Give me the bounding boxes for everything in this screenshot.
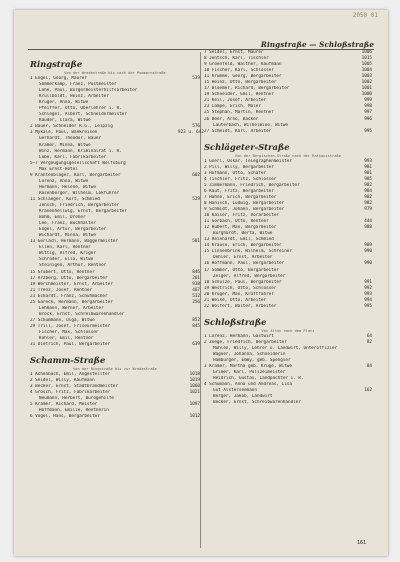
resident-name: Krullboldt, Heinz, Arbeiter <box>39 94 109 100</box>
resident-entry <box>204 400 372 406</box>
section-gap <box>204 310 372 314</box>
resident-name: Dehler, Ernst, Arbeiter <box>213 255 273 261</box>
resident-name: 14 Krause, Erich, Bergarbeiter <box>204 243 282 249</box>
resident-name: Hermann, Helene, Witwe <box>39 184 96 190</box>
phone-number: 576 <box>192 124 200 130</box>
resident-name: 5 Zimmermann, Friedrich, Bergarbeiter <box>204 182 300 188</box>
resident-name: Jensch, Friedrich, Bergarbeiter <box>39 202 120 208</box>
resident-name: 19 Schneider, Emil, Rentner <box>204 92 274 98</box>
resident-name: Lohe, Paul, Bürgermeisterhilfsarbeiter <box>39 88 138 94</box>
resident-name: 21 Keil, Josef, Arbeiter <box>204 98 267 104</box>
resident-name: Rosenberger, Wilhelm, Lokführer <box>39 190 120 196</box>
resident-name: 11 Krumme, Georg, Bergarbeiter <box>204 74 282 80</box>
resident-name: Winz, Hermann, Kriminalrat i. R. <box>39 148 122 154</box>
resident-name: 27 Schmidt, Karl, Arbeiter <box>204 128 272 134</box>
resident-name: 15 Grubert, Otto, Rentner <box>30 269 95 275</box>
resident-name: Gut Alsterseemann <box>213 388 257 394</box>
resident-name: 19 Westrich, Otto, Schlosser <box>204 285 277 291</box>
resident-name: Lorenz, Anna, Witwe <box>39 178 89 184</box>
resident-name: 6 Vogel, Hans, Bergarbeiter <box>30 414 100 420</box>
phone-number: 1003 <box>361 74 372 80</box>
resident-name: 17 Sommer, Otto, Bergarbeiter <box>204 267 280 273</box>
resident-name: Lauterbach, Wilhelmine, Witwe <box>213 122 289 128</box>
street-subtitle: Von der Ringstraße bis zur Wredestraße <box>73 367 157 372</box>
phone-number: 999 <box>364 98 372 104</box>
resident-name: 1 Gnerl, Oskar, Telegraphenmeister <box>204 158 292 164</box>
phone-number: 938 <box>192 281 200 287</box>
phone-number: 998 <box>364 104 372 110</box>
phone-number: 162 <box>364 388 372 394</box>
phone-number: 923 u. 642 <box>178 130 204 136</box>
resident-name: 3 Hofmann, Otto, Schäfer <box>204 170 267 176</box>
resident-name: Engel, Artur, Bergarbeiter <box>39 227 107 233</box>
resident-name: Krämer, Minna, Witwe <box>39 142 91 148</box>
phone-number: 994 <box>364 297 372 303</box>
phone-number: 1097 <box>189 402 200 408</box>
resident-name: 8 Jentsch, Karl, Tischler <box>204 56 269 62</box>
column-divider <box>200 52 201 548</box>
street-title: Schlägeter-Straße <box>204 141 290 152</box>
phone-number: 1005 <box>361 62 372 68</box>
resident-name: 2 Pill, Willy, Bergarbeiter <box>204 164 274 170</box>
resident-name: 1 Lorenz, Hermann, Gastwirt <box>204 333 274 339</box>
phone-number: 64 <box>366 333 372 339</box>
resident-name: 4 Grosch, Fritz, Fabrikarbeiter <box>30 390 111 396</box>
resident-name: 8 Hanisch, Ludwig, Bergarbeiter <box>204 200 285 206</box>
resident-name: 17 Bloemer, Richard, Bergarbeiter <box>204 86 290 92</box>
street-subtitle: Von Alten nach dem Platz <box>261 328 315 333</box>
resident-name: 19 Werchmeister, Ernst, Arbeiter <box>30 281 113 287</box>
phone-number: 993 <box>364 158 372 164</box>
resident-name: 11 Schlaeger, Kurt, Schmied <box>30 196 100 202</box>
resident-name: 12 Hubert, Max, Bergarbeiter <box>204 225 277 231</box>
resident-name: Lube, Karl, Fabrikarbeiter <box>39 154 107 160</box>
resident-name: Kranenhellwig, Ernst, Bergarbeiter <box>39 209 127 215</box>
resident-name: 23 Lampe, Erich, Maler <box>204 104 261 110</box>
phone-number: 982 <box>364 182 372 188</box>
resident-name: 1 Engel, Georg, Maurer <box>30 76 87 81</box>
resident-name: Hamburger, Emmy, geb. Spengler <box>213 358 291 364</box>
page-number: 161 <box>356 540 366 546</box>
section-gap <box>30 348 200 352</box>
phone-number: 1000 <box>361 92 372 98</box>
resident-name: 25 Gareck, Hermann, Bergarbeiter <box>30 299 113 305</box>
phone-number: 1006 <box>361 50 372 55</box>
resident-name: Brock, Ernst, Schreibwarenhändler <box>39 311 125 317</box>
phone-number: 84 <box>366 364 372 370</box>
resident-name: 25 Stephan, Martin, Rentner <box>204 110 274 116</box>
phone-number: 984 <box>364 188 372 194</box>
resident-name: 20 Krüger, Max, Kraftfahrer <box>204 291 274 297</box>
resident-entry <box>30 414 200 420</box>
street-title: Schloßstraße <box>204 316 267 327</box>
resident-name: 1 Achenbach, Emil, Angestellter <box>30 372 111 378</box>
resident-name: 9 Groenfeld, Walther, Kaufmann <box>204 62 282 68</box>
resident-name: Pfeiffer, Otto, Oberlehrer i. R. <box>39 106 122 112</box>
resident-name: Ellen, Karl, Rentner <box>39 245 91 251</box>
phone-number: 993 <box>364 291 372 297</box>
phone-number: 1021 <box>189 390 200 396</box>
resident-name: 2 Seidel, Willy, Kaufmann <box>30 378 95 384</box>
phone-number: 992 <box>364 285 372 291</box>
resident-name: 15 Heinz, Otto, Bergarbeiter <box>204 80 277 86</box>
resident-name: Berger, Jakob, Landwirt <box>213 394 273 400</box>
resident-name: Hoffmann, Emilie, Rentnerin <box>39 408 109 414</box>
phone-number: 602 <box>192 172 200 178</box>
phone-number: 985 <box>364 176 372 182</box>
resident-name: 4 Schumann, Anna und Andreas, Lisa <box>204 382 292 388</box>
resident-name: 13 Reinhardt, Emil, Schmied <box>204 237 274 243</box>
resident-name: 2 Bauer, Schneider R.G., Leipzig <box>30 124 113 130</box>
phone-number: 981 <box>364 170 372 176</box>
phone-number: 529 <box>192 196 200 202</box>
phone-number: 846 <box>192 269 200 275</box>
phone-number: 988 <box>364 225 372 231</box>
resident-name: Mühlen, Willy, Lehrer u. Landwirt, Unteroffizier <box>213 345 338 351</box>
resident-name: 21 Trenz, Josef, Rentner <box>30 287 93 293</box>
resident-name: 7 Seidel, Ernst, Maurer <box>204 50 264 55</box>
resident-name: 5 Kramer, Richard, Meister <box>30 402 98 408</box>
resident-name: 5—7 Vergnügungsgesellschaft Wolfsburg <box>30 160 126 166</box>
left-column <box>30 56 204 420</box>
phone-number: 995 <box>364 303 372 309</box>
phone-number: 539 <box>192 76 200 81</box>
resident-name: 6 Kaut, Fritz, Bergarbeiter <box>204 188 274 194</box>
phone-number: 982 <box>364 200 372 206</box>
resident-name: 22 Wolfert, Walter, Arbeiter <box>204 303 277 309</box>
resident-name: 9 Krantenbläger, Karl, Bergarbeiter <box>30 172 121 178</box>
resident-entry <box>30 342 200 348</box>
resident-name: Gerhardt, Theodor, Bauer <box>39 136 102 142</box>
street-subtitle: Von der Bergischen-Straße nach der Rathausstraße <box>235 153 341 158</box>
resident-name: Krüger, Anna, Witwe <box>39 100 89 106</box>
resident-name: Schlegel, Albert, Schneidermeister <box>39 112 127 118</box>
phone-number: 991 <box>364 279 372 285</box>
street-title: Schamm-Straße <box>30 355 106 366</box>
phone-number: 995 <box>364 128 372 134</box>
phone-number: 501 <box>192 239 200 245</box>
phone-number: 532 <box>192 293 200 299</box>
phone-number: 1060 <box>189 384 200 390</box>
phone-number: 1019 <box>189 378 200 384</box>
resident-name: 2 Zoege, Friedrich, Bergarbeiter <box>204 339 287 345</box>
resident-name: 26 Beer, Arno, Bäcker <box>204 116 259 122</box>
top-number: 2050 01 <box>352 12 378 19</box>
resident-name: 17 Arzberg, Otto, Bergarbeiter <box>30 275 108 281</box>
directory-page <box>14 10 388 556</box>
phone-number: 201 <box>192 275 200 281</box>
resident-name: 21 Weise, Otto, Arbeiter <box>204 297 267 303</box>
phone-number: 467 <box>192 287 200 293</box>
phone-number: 845 <box>192 323 200 329</box>
resident-name: Kauder, Clara, Witwe <box>39 118 91 124</box>
resident-name: 10 Fischer, Karl, Schlosser <box>204 68 274 74</box>
resident-name: 9 Schmidt, Johann, Bergarbeiter <box>204 207 285 213</box>
running-head: Ringstraße — Schloßstraße <box>260 40 374 49</box>
resident-name: 27 Schummann, Olga, Witwe <box>30 317 95 323</box>
resident-name: 29 Trill, Josef, Friseurmeister <box>30 323 111 329</box>
phone-number: 1012 <box>189 414 200 420</box>
phone-number: 989 <box>364 243 372 249</box>
resident-name: Schröder, Ella, Witwe <box>39 257 94 263</box>
phone-number: 990 <box>364 261 372 267</box>
phone-number: 996 <box>364 116 372 122</box>
resident-name: 3 Krämer, Martha geb. Krüge, Witwe <box>204 364 292 370</box>
resident-name: Wittig, Alfred, Kriger <box>39 251 96 257</box>
resident-name: Wagner, Johanna, Schneiderin <box>213 351 286 357</box>
resident-name: 16 Hoffmann, Paul, Bergarbeiter <box>204 261 285 267</box>
phone-number: 990 <box>364 249 372 255</box>
resident-entry <box>204 129 372 135</box>
resident-name: Fischer, Max, Schlosser <box>39 329 99 335</box>
resident-name: Steinigen, Arthur, Rentner <box>39 263 107 269</box>
resident-name: Max Ernst-Hotel <box>39 166 78 172</box>
resident-name: 11 Gorbach, Otto, Rentner <box>204 219 269 225</box>
street-subtitle: Von der Wredestraße bis nach der Pommernstraße <box>64 71 166 75</box>
phone-number: 1002 <box>361 80 372 86</box>
phone-number: 639 <box>192 342 200 348</box>
phone-number: 997 <box>364 110 372 116</box>
phone-number: 1001 <box>361 86 372 92</box>
phone-number: 982 <box>364 194 372 200</box>
resident-name: Burghardt, Berta, Witwe <box>213 231 273 237</box>
phone-number: 1004 <box>361 68 372 74</box>
resident-name: Böhm, Emil, Dreher <box>39 215 86 221</box>
phone-number: 444 <box>364 219 372 225</box>
resident-name: 10 Kaiser, Fritz, Vorarbeiter <box>204 213 280 219</box>
resident-name: 3 Becker, Ernst, Stadtbrandmeister <box>30 384 118 390</box>
resident-name: Köhler, Emil, Rentner <box>39 336 94 342</box>
phone-number: 979 <box>364 207 372 213</box>
phone-number: 852 <box>192 317 200 323</box>
resident-name: Neumann, Herbert, Bürogehilfe <box>39 396 115 402</box>
phone-number: 981 <box>364 164 372 170</box>
right-column <box>204 50 372 406</box>
resident-name: Sommerkamp, Franz, Postmeister <box>39 82 117 88</box>
resident-name: 18 Schulze, Paul, Bergarbeiter <box>204 279 282 285</box>
resident-name: Lehmann, Werner, Arbeiter <box>39 305 104 311</box>
section-gap <box>204 135 372 139</box>
resident-name: 15 Linnenbrink, Wilhelm, Schreiner <box>204 249 292 255</box>
resident-name: 23 Eckardt, Franz, Schuhmacher <box>30 293 108 299</box>
resident-name: 13 Gerlach, Hermann, Baggermeister <box>30 239 118 245</box>
resident-name: Zelger, Alfred, Bergarbeiter <box>213 273 286 279</box>
resident-name: Heidrich, Gustav, Landpächter i. R. <box>213 376 304 382</box>
resident-name: Becker, Ernst, Schreibwarenhändler <box>213 400 301 406</box>
phone-number: 1018 <box>189 372 200 378</box>
resident-name: 31 Dietrich, Paul, Bergarbeiter <box>30 342 111 348</box>
phone-number: 82 <box>366 339 372 345</box>
resident-name: 3 Mykale, Paul, Bankreisen <box>30 130 98 136</box>
street-title: Ringstraße <box>30 59 83 69</box>
resident-name: Lee, Franz, Buchhalter <box>39 221 96 227</box>
resident-name: Wichardt, Minna, Witwe <box>39 233 96 239</box>
resident-entry <box>204 304 372 310</box>
resident-name: 7 Hähne, Erich, Bergarbeiter <box>204 194 277 200</box>
resident-name: 4 Tischler, Fritz, Schlosser <box>204 176 277 182</box>
phone-number: 1015 <box>361 56 372 62</box>
phone-number: 256 <box>192 299 200 305</box>
resident-name: Grimer, Karl, Polizeimeister <box>213 370 286 376</box>
